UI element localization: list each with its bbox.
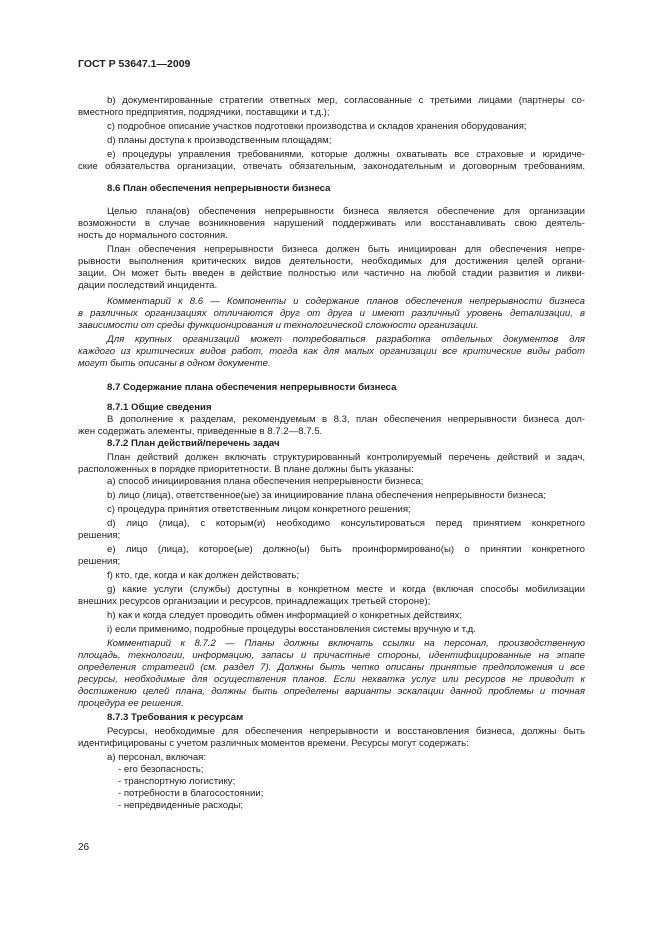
comment-line: определения стратегий (см. раздел 7). Должны быть четко описаны принятые предположения и все xyxy=(78,662,585,673)
text-line: h) как и когда следует проводить обмен информацией о конкретных действиях; xyxy=(107,610,463,621)
text-line: внешних ресурсов организации и ресурсов, принадлежащих третьей стороне); xyxy=(78,596,431,607)
text-line: План действий должен включать структурированный контролируемый перечень действий и задач, xyxy=(107,452,585,463)
text-line: f) кто, где, когда и как должен действовать; xyxy=(107,570,300,581)
comment-line: ресурсы, необходимые для осуществления планов. Если нехватка услуг или ресурсов не приводит к xyxy=(78,674,585,685)
text-line: c) процедура принятия ответственным лицом конкретного решения; xyxy=(107,504,411,515)
comment-line: площадь, технологии, информацию, запасы и причастные стороны, идентифицированные на этапе xyxy=(78,650,585,661)
text-line: ские обязательства организации, отвечать обязательным, законодательным и договорным требованиям. xyxy=(78,161,585,172)
text-line: ность до нормального состояния. xyxy=(78,230,228,241)
section-heading: 8.6 План обеспечения непрерывности бизнеса xyxy=(107,183,331,194)
comment-line: Комментарий к 8.6 — Компоненты и содержание планов обеспечения непрерывности бизнеса xyxy=(107,296,585,307)
text-line: решения; xyxy=(78,556,121,567)
text-line: жен содержать элементы, приведенные в 8.7.2—8.7.5. xyxy=(78,426,323,437)
text-line: - его безопасность; xyxy=(118,764,204,775)
text-line: расположенных в порядке приоритетности. В плане должны быть указаны: xyxy=(78,464,414,475)
document-header: ГОСТ Р 53647.1—2009 xyxy=(78,58,191,70)
text-line: a) способ инициирования плана обеспечения непрерывности бизнеса; xyxy=(107,476,424,487)
text-line: e) процедуры управления требованиями, которые должны охватывать все страховые и юридиче- xyxy=(107,149,585,160)
text-line: идентифицированы с учетом различных моментов времени. Ресурсы могут содержать: xyxy=(78,738,469,749)
text-line: План обеспечения непрерывности бизнеса должен быть инициирован для обеспечения непре- xyxy=(107,244,585,255)
comment-line: Для крупных организаций может потребоваться разработка отдельных документов для xyxy=(107,334,585,345)
text-line: a) персонал, включая: xyxy=(107,752,207,763)
text-line: Ресурсы, необходимые для обеспечения непрерывности и восстановления бизнеса, должны быть xyxy=(107,726,585,737)
text-line: рывности выполнения критических видов деятельности, необходимых для достижения целей органи- xyxy=(78,256,585,267)
text-line: d) лицо (лица), с которым(и) необходимо консультироваться перед принятием конкретного xyxy=(107,518,585,529)
text-line: возможности в случае возникновения нарушений поддерживать или восстанавливать свою деятель- xyxy=(78,218,585,229)
text-line: решения; xyxy=(78,530,121,541)
comment-line: Комментарий к 8.7.2 — Планы должны включать ссылки на персонал, производственную xyxy=(107,638,585,649)
comment-line: зависимости от среды функционирования и технологической сложности организации. xyxy=(78,320,479,331)
section-heading: 8.7 Содержание плана обеспечения непрерывности бизнеса xyxy=(107,382,397,393)
text-line: - потребности в благосостоянии; xyxy=(118,788,264,799)
comment-line: достижению целей плана, должны быть определены варианты эскалации данной проблемы и точная xyxy=(78,686,585,697)
text-line: - транспортную логистику; xyxy=(118,776,236,787)
text-line: В дополнение к разделам, рекомендуемым в 8.3, план обеспечения непрерывности бизнеса дол- xyxy=(107,414,585,425)
text-line: Целью плана(ов) обеспечения непрерывности бизнеса является обеспечение для организации xyxy=(107,206,585,217)
text-line: d) планы доступа к производственным площадям; xyxy=(107,135,332,146)
text-line: b) документированные стратегии ответных мер, согласованные с третьими лицами (партнеры со- xyxy=(107,95,585,106)
comment-line: могут быть описаны в одном документе. xyxy=(78,358,271,369)
text-line: c) подробное описание участков подготовки производства и складов хранения оборудования; xyxy=(107,121,527,132)
section-heading: 8.7.1 Общие сведения xyxy=(107,402,212,413)
text-line: зации. Он может быть введен в действие полностью или частично на любой стадии развития и ликви- xyxy=(78,268,585,279)
text-line: g) какие услуги (службы) доступны в конкретном месте и когда (включая способы мобилизации xyxy=(107,584,585,595)
comment-line: процедура ее решения. xyxy=(78,698,184,709)
text-line: - непредвиденные расходы; xyxy=(118,800,244,811)
text-line: вместного предприятия, подрядчики, поставщики и т.д.); xyxy=(78,107,330,118)
text-line: дации последствий инцидента. xyxy=(78,280,218,291)
text-line: e) лицо (лица), которое(ые) должно(ы) быть проинформировано(ы) о принятии конкретного xyxy=(107,544,585,555)
text-line: b) лицо (лица), ответственное(ые) за инициирование плана обеспечения непрерывности бизнеса; xyxy=(107,490,546,501)
comment-line: в различных организациях отличаются друг от друга и имеют различный уровень детализации, в xyxy=(78,308,585,319)
section-heading: 8.7.3 Требования к ресурсам xyxy=(107,712,244,723)
section-heading: 8.7.2 План действий/перечень задач xyxy=(107,438,280,449)
comment-line: каждого из критических видов работ, тогда как для малых организации все критические виды работ xyxy=(78,346,585,357)
text-line: i) если применимо, подробные процедуры восстановления системы вручную и т.д. xyxy=(107,624,476,635)
page-number: 26 xyxy=(78,842,90,853)
